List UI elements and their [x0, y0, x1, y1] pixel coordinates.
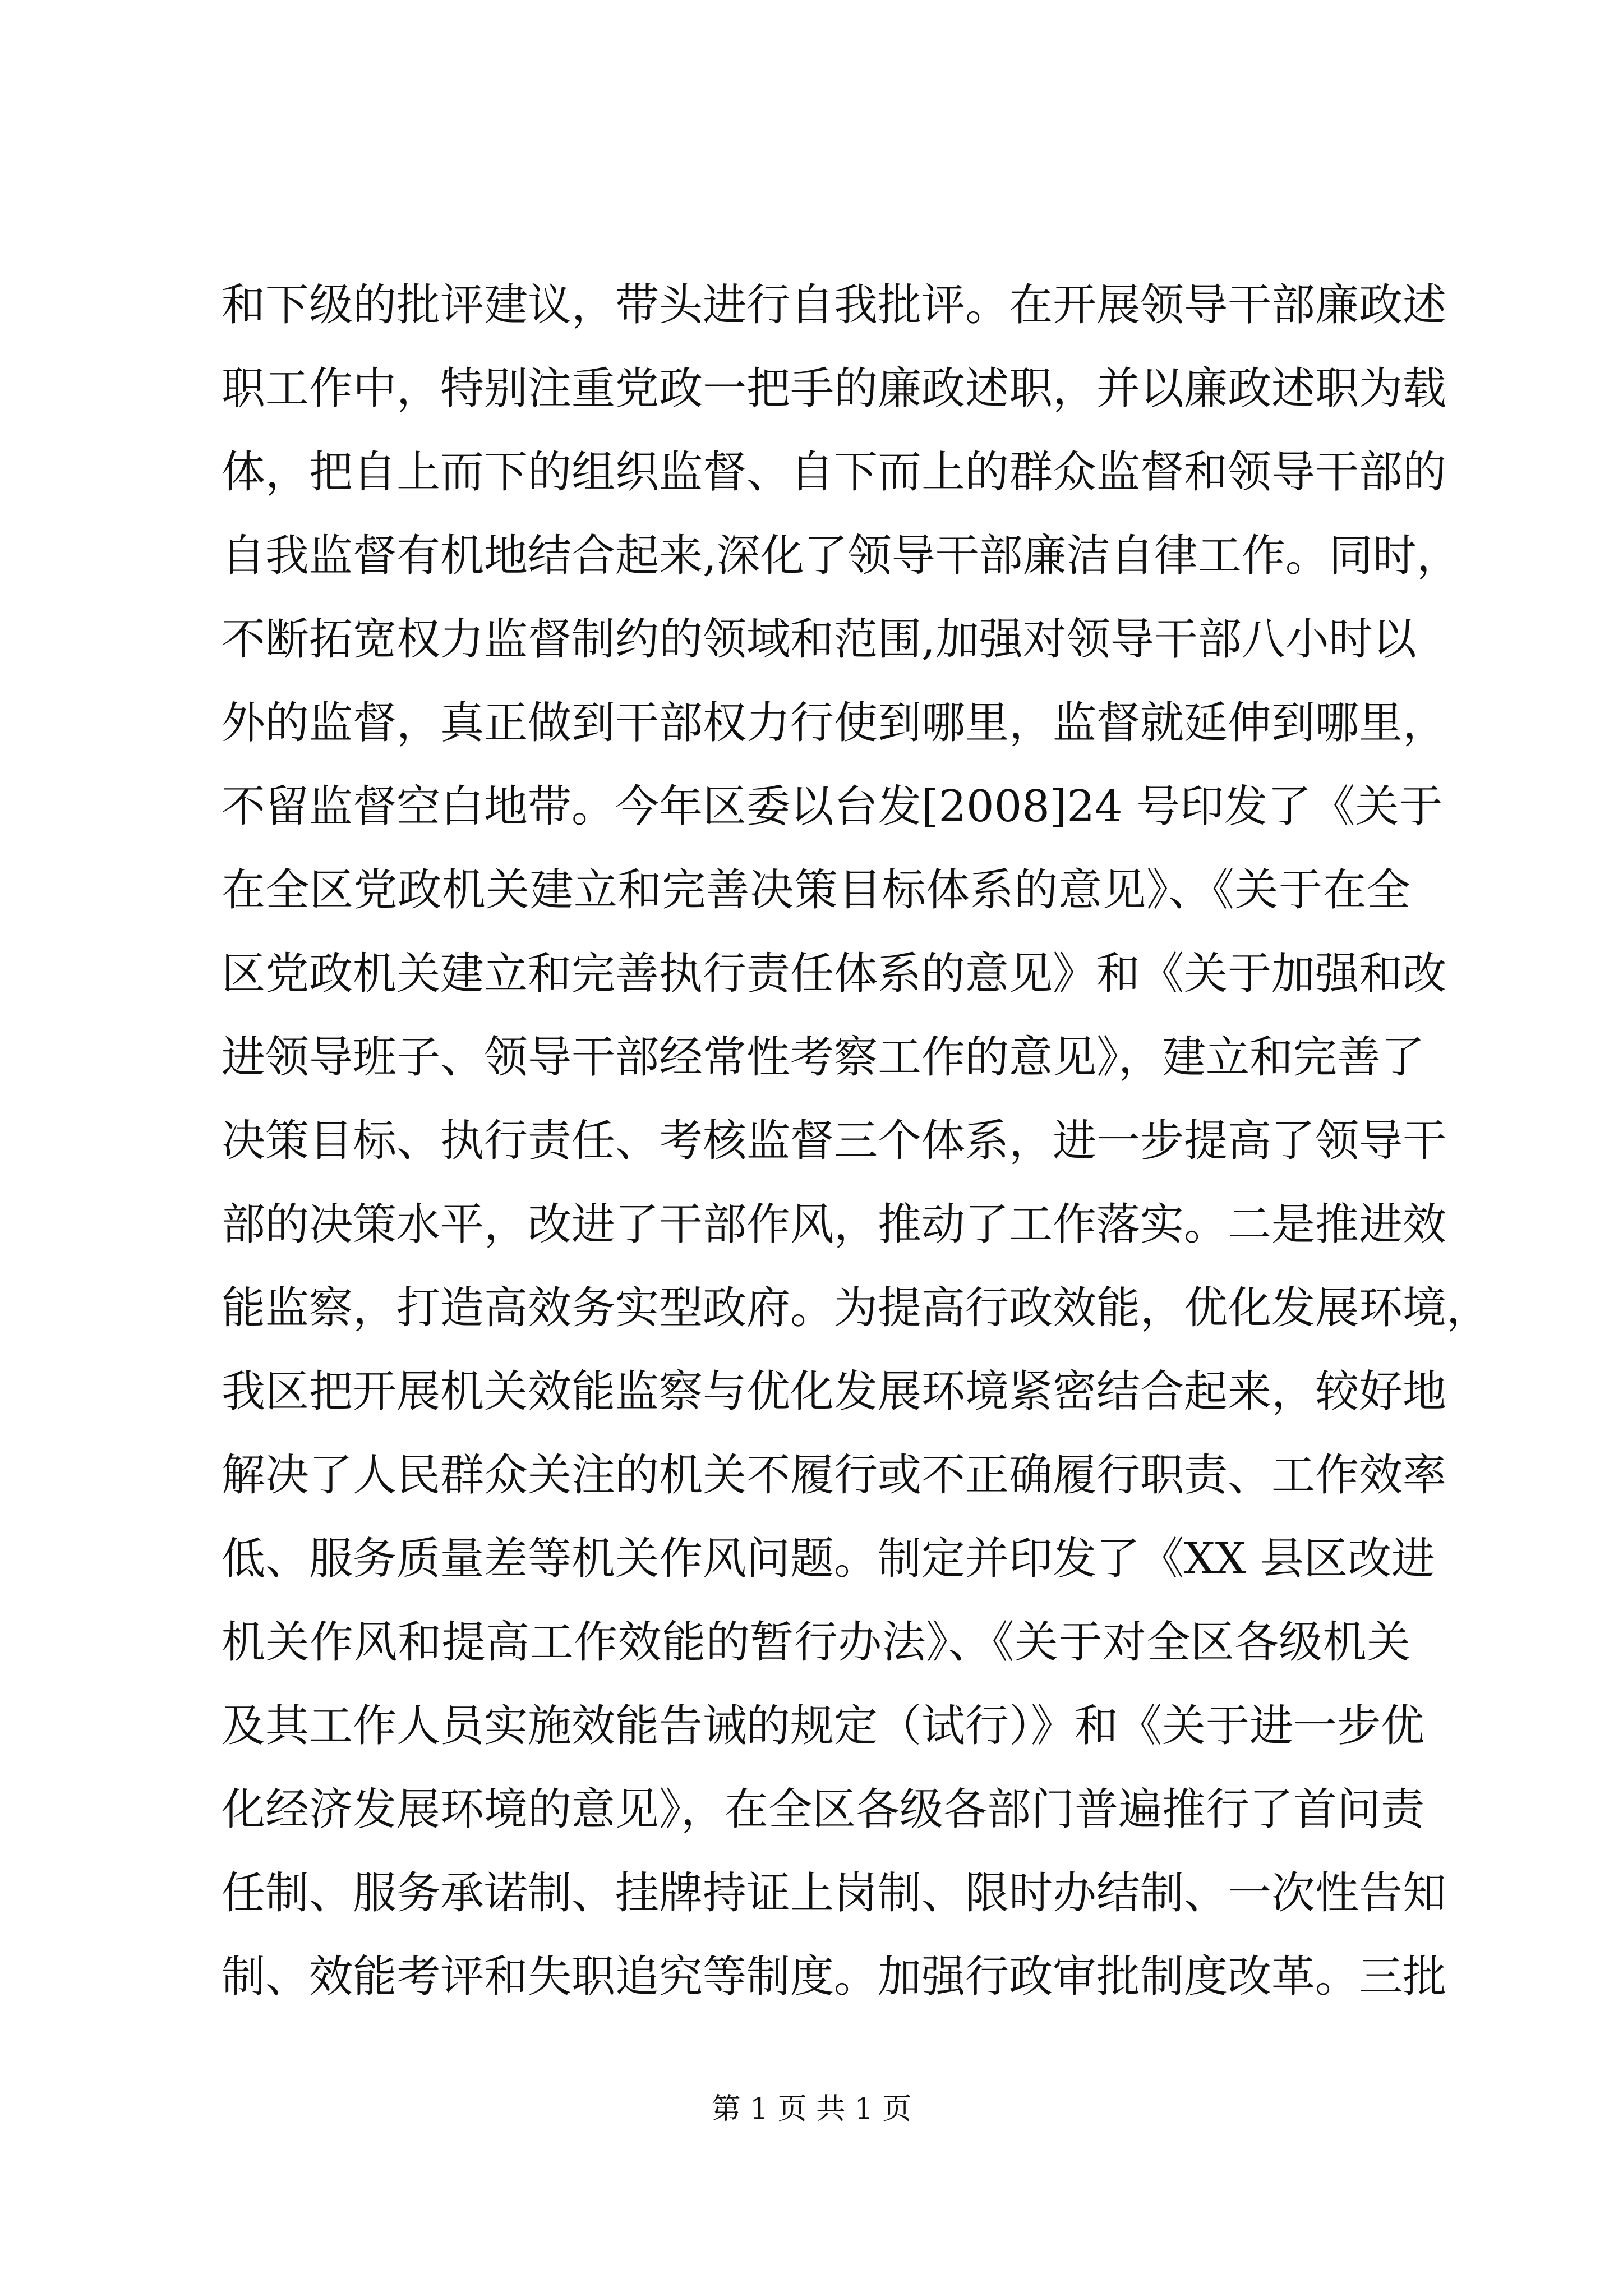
text-line: 机关作风和提高工作效能的暂行办法》、《关于对全区各级机关: [222, 1617, 1410, 1668]
text-line: 体，把自上而下的组织监督、自下而上的群众监督和领导干部的: [222, 447, 1447, 498]
text-line: 我区把开展机关效能监察与优化发展环境紧密结合起来，较好地: [222, 1366, 1447, 1417]
text-line: 不断拓宽权力监督制约的领域和范围,加强对领导干部八小时以: [222, 614, 1417, 665]
text-line: 化经济发展环境的意见》，在全区各级各部门普遍推行了首问责: [222, 1784, 1425, 1835]
text-line: 职工作中，特别注重党政一把手的廉政述职，并以廉政述职为载: [222, 364, 1447, 414]
text-line: 低、服务质量差等机关作风问题。制定并印发了《XX 县区改进: [222, 1534, 1435, 1584]
text-line: 和下级的批评建议，带头进行自我批评。在开展领导干部廉政述: [222, 280, 1447, 330]
body-text: [222, 264, 1491, 2019]
text-line: 在全区党政机关建立和完善决策目标体系的意见》、《关于在全: [222, 865, 1410, 915]
text-line: 制、效能考评和失职追究等制度。加强行政审批制度改革。三批: [222, 1952, 1447, 2002]
text-line: 部的决策水平，改进了干部作风，推动了工作落实。二是推进效: [222, 1199, 1447, 1250]
text-line: 解决了人民群众关注的机关不履行或不正确履行职责、工作效率: [222, 1450, 1447, 1501]
text-line: 区党政机关建立和完善执行责任体系的意见》和《关于加强和改: [222, 949, 1447, 999]
text-line: 自我监督有机地结合起来,深化了领导干部廉洁自律工作。同时，: [222, 531, 1460, 581]
text-line: 不留监督空白地带。今年区委以台发[2008]24 号印发了《关于: [222, 781, 1443, 832]
text-line: 能监察，打造高效务实型政府。为提高行政效能，优化发展环境，: [222, 1283, 1491, 1333]
text-line: 进领导班子、领导干部经常性考察工作的意见》，建立和完善了: [222, 1032, 1425, 1083]
text-line: 及其工作人员实施效能告诫的规定（试行）》和《关于进一步优: [222, 1701, 1425, 1751]
text-line: 任制、服务承诺制、挂牌持证上岗制、限时办结制、一次性告知: [222, 1868, 1447, 1918]
page-footer: 第 1 页 共 1 页: [711, 2092, 912, 2126]
text-line: 决策目标、执行责任、考核监督三个体系，进一步提高了领导干: [222, 1116, 1447, 1166]
text-line: 外的监督，真正做到干部权力行使到哪里，监督就延伸到哪里，: [222, 698, 1447, 748]
